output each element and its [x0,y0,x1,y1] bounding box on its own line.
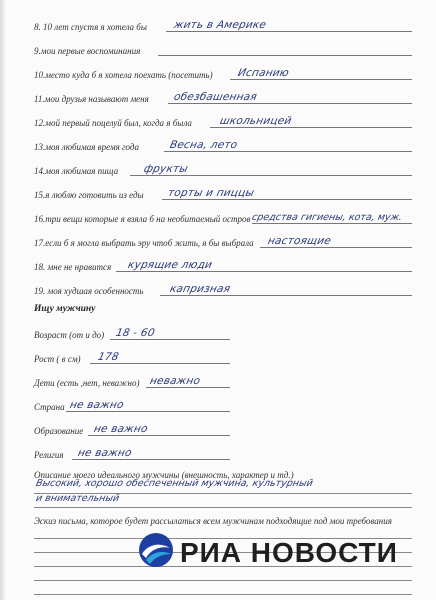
question-row-19 [34,282,412,296]
children-line[interactable] [146,387,230,388]
question-label: 19. моя худшая особенность [34,286,144,296]
height-row [34,350,234,364]
answer-text: школьницей [218,115,293,127]
question-row-13 [34,138,412,152]
age-label: Возраст (от и до) [34,330,105,340]
education-line[interactable] [88,435,230,436]
children-answer: неважно [148,375,202,387]
question-row-15 [34,186,412,200]
question-label: 11.мои друзья называют меня [34,94,149,104]
answer-line[interactable] [168,103,412,104]
seeking-heading: Ищу мужчину [34,304,96,314]
letter-line-5[interactable] [34,594,412,595]
question-label: 13.моя любимая время года [34,142,139,152]
religion-label: Религия [34,450,64,460]
question-label: 8. 10 лет спустя я хотела бы [34,22,147,32]
age-line[interactable] [110,339,230,340]
country-label: Страна [34,402,65,412]
question-label: 16.три вещи которые я взяла б на необитаемый остров [34,214,251,224]
answer-line[interactable] [116,271,412,272]
question-label: 14.моя любимая пища [34,166,119,176]
age-row [34,326,234,340]
education-row [34,422,234,436]
ideal-line-2[interactable] [34,507,412,508]
question-row-18 [34,258,412,272]
education-label: Образование [34,426,84,436]
ria-novosti-watermark [138,530,408,572]
education-answer: не важно [92,423,149,435]
answer-text: Испанию [236,67,291,79]
age-answer: 18 - 60 [114,327,156,339]
height-label: Рост ( в см) [34,354,81,364]
answer-line[interactable] [160,295,412,296]
answer-line[interactable] [252,223,412,224]
country-line[interactable] [66,411,230,412]
question-row-12 [34,114,412,128]
question-label: 10.место куда б я хотела поехать (посетить) [34,70,213,80]
letter-line-4[interactable] [34,580,412,581]
country-answer: не важно [68,399,125,411]
ideal-answer-line-1: Высокий, хорошо обеспеченный мужчина, культурный [34,478,314,489]
religion-line[interactable] [72,459,230,460]
height-line[interactable] [90,363,230,364]
ideal-answer-line-2: и внимательный [34,493,121,504]
country-row [34,398,234,412]
children-row [34,374,234,388]
answer-text: обезбашенная [172,91,259,103]
answer-line[interactable] [166,31,412,32]
answer-line[interactable] [130,175,412,176]
question-row-9 [34,42,412,56]
watermark-text: РИА НОВОСТИ [180,537,398,568]
answer-line[interactable] [230,79,412,80]
religion-answer: не важно [76,447,133,459]
answer-text: курящие люди [126,259,214,271]
question-label: 15.я люблю готовить из еды [34,190,144,200]
letter-label: Эскиз письма, которое будет рассылаться всем мужчинам подходящие под мои требования [34,516,392,526]
answer-text: Весна, лето [168,139,239,151]
answer-text: настоящие [266,235,333,247]
children-label: Дети (есть ,нет, неважно) [34,378,140,388]
ideal-label: Описание моего идеального мужчины (внешность, характер и тд.) [34,470,294,480]
scan-shadow [0,0,6,600]
question-label: 18. мне не нравится [34,262,112,272]
answer-text: фрукты [142,163,190,175]
height-answer: 178 [96,351,120,363]
answer-line[interactable] [158,55,412,56]
answer-line[interactable] [260,247,412,248]
question-row-11 [34,90,412,104]
question-label: 17.если б я могла выбрать эру чтоб жить, я бы выбрала [34,238,254,248]
answer-line[interactable] [162,199,412,200]
ria-logo-icon [138,532,174,568]
question-row-16 [34,210,412,224]
answer-text: средства гигиены, кота, муж. [250,212,404,223]
answer-text: торты и пиццы [166,187,256,199]
question-row-14 [34,162,412,176]
letter-row [34,512,412,526]
question-label: 12.мой первый поцелуй был, когда я была [34,118,192,128]
religion-row [34,446,234,460]
answer-line[interactable] [164,151,412,152]
answer-text: жить в Америке [172,19,268,31]
question-row-10 [34,66,412,80]
answer-text: капризная [168,283,232,295]
question-row-17 [34,234,412,248]
answer-line[interactable] [210,127,412,128]
question-row-8 [34,18,412,32]
question-label: 9.мои первые воспоминания [34,46,141,56]
